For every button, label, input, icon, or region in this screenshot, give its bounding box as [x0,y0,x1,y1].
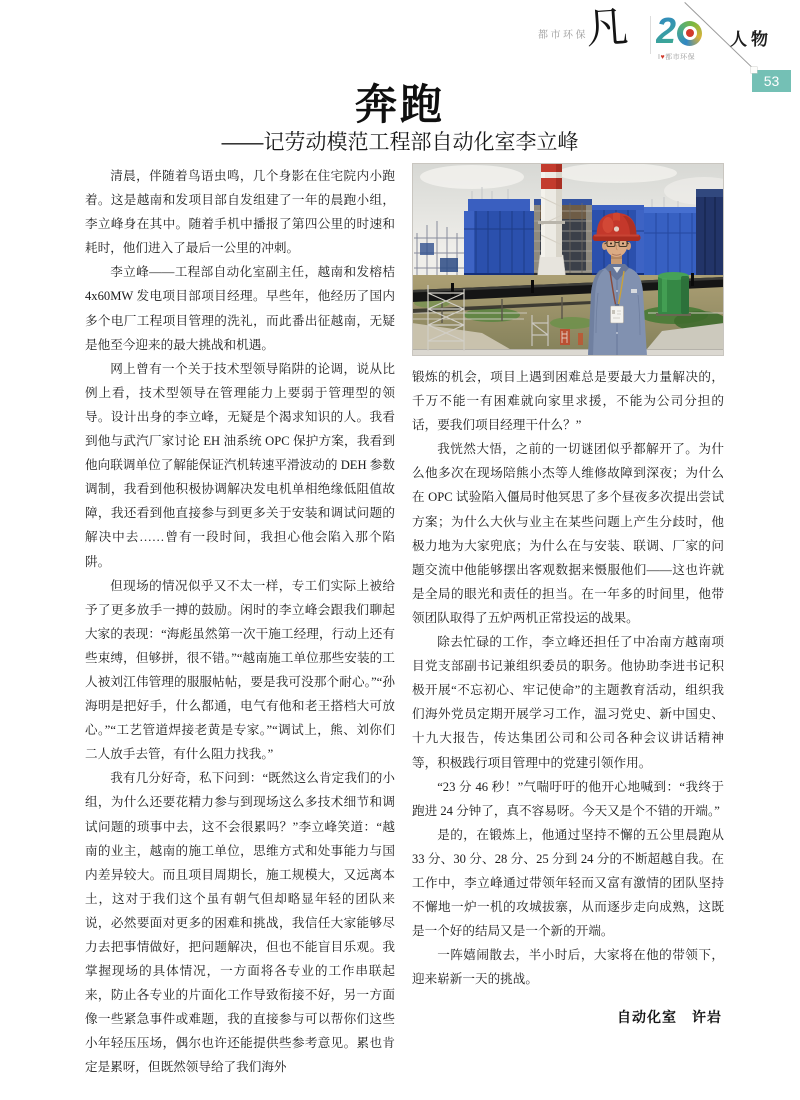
paragraph-left-1: 清晨，伴随着鸟语虫鸣，几个身影在住宅院内小跑着。这是越南和发项目部自发组建了一年的晨跑小组，李立峰身在其中。随着手机中播报了第四公里的时速和耗时，他们进入了最后一公里的冲刺。 [85,169,395,256]
paragraph-left-4: 但现场的情况似乎又不太一样，专工们实际上被给予了更多放手一搏的鼓励。闲时的李立峰会跟我们聊起大家的表现：“海彪虽然第一次干施工经理，行动上还有些束缚，但够拼，很不错。”“越南施工单位那些安装的工人被刘江伟管理的服服帖帖，要是我可没那个耐心。”“孙海明是把好手，什么都通，电气有他和老王搭档大可放心。”“工艺管道焊接老黄是专家。”“调试上，熊、刘你们二人放手去管，有什么阻力找我。” [85,578,395,762]
power-plant-photo [412,163,724,356]
paragraph-right-2: 我恍然大悟，之前的一切谜团似乎都解开了。为什么他多次在现场陪熊小杰等人维修故障到深夜；为什么在 OPC 试验陷入僵局时他冥思了多个昼夜多次提出尝试方案；为什么大伙与业主在某些问题上产生分歧时，他极力地为大家兜底；为什么在与安装、联调、厂家的问题交流中他能够摆出客观数据来慑服他们——这也许就是全局的眼光和责任的担当。在一年多的时间里，他带领团队取得了五炉两机正常投运的战果。 [412,442,724,625]
right-column [412,163,724,1027]
magazine-brand-name: 都市环保 [538,30,588,41]
paragraph-right-3: 除去忙碌的工作，李立峰还担任了中冶南方越南项目党支部副书记兼组织委员的职务。他协助李进书记积极开展“不忘初心、牢记使命”的主题教育活动，组织我们海外党员定期开展学习工作，温习党史、新中国史、十九大报告，传达集团公司和公司各种会议讲话精神等，积极践行项目管理中的党建引领作用。 [412,635,724,770]
page-number-tab: 53 [752,70,791,92]
brand-calligraphy-glyph: 凡 [584,1,630,54]
paragraph-left-5: 我有几分好奇，私下问到：“既然这么肯定我们的小组，为什么还要花精力参与到现场这么多技术细节和调试问题的琐事中去，这不会很累吗？”李立峰笑道：“越南的业主，越南的施工单位，思维方式和处事能力与国内差异较大。而且项目周期长，施工规模大，又远离本土，这对于我们这个虽有朝气但却略显年轻的团队来说，必然要面对更多的困难和挑战，我信任大家能够尽力去把事情做好，把问题解决，但也不能盲目乐观。我掌握现场的具体情况，一方面将各专业的工作串联起来，防止各专业的片面化工作导致衔接不好，另一方面像一些紧急事件或难题，我的直接参与可以帮你们这些小年轻压压场，偶尔也许还能提供些参考意见。累也肯定是累呀，但既然领导给了我们海外 [85,771,395,1075]
anniversary-digit: 2 [656,10,677,51]
heart-icon: ♥ [660,54,666,61]
photo-chimney [537,163,566,280]
anniversary-ring-icon [677,21,702,46]
paragraph-right-6: 一阵嬉闹散去，半小时后，大家将在他的带领下，迎来崭新一天的挑战。 [412,948,724,987]
paragraph-left-3: 网上曾有一个关于技术型领导陷阱的论调，说从比例上看，技术型领导在管理能力上要弱于管理型的领导。设计出身的李立峰，无疑是个渴求知识的人。我看到他与武汽厂家讨论 EH 油系统 OPC 保护方案，我看到他向联调单位了解能保证汽机转速平滑波动的 DEH 参数调制，我看到他积极协调解决发电机单相绝缘低阻值故障，我还看到他直接参与到更多关于安装和调试问题的解决中去……曾有一段时间，我担心他会陷入那个陷阱。 [85,361,395,569]
left-column [85,164,395,1080]
article-title: 奔跑 [354,81,445,128]
anniversary-tagline: I♥都市环保 [658,54,696,61]
paragraph-right-1: 锻炼的机会，项目上遇到困难总是要最大力量解决的，千万不能一有困难就向家里求援，不能为公司分担的话，要我们项目经理干什么？” [412,370,724,433]
profile-photo [412,163,724,356]
photo-green-tank [656,272,691,316]
header-divider [650,16,651,54]
paragraph-right-4: “23 分 46 秒！”气喘吁吁的他开心地喊到：“我终于跑进 24 分钟了，真不容易呀。今天又是个不错的开端。” [412,779,724,818]
anniversary-20-logo [656,10,702,51]
paragraph-left-2: 李立峰——工程部自动化室副主任，越南和发榕桔 4x60MW 发电项目部项目经理。早些年，他经历了国内多个电厂工程项目管理的洗礼，而此番出征越南，无疑是他至今迎来的最大挑战和机遇。 [85,265,395,352]
paragraph-right-5: 是的，在锻炼上，他通过坚持不懈的五公里晨跑从 33 分、30 分、28 分、25 分到 24 分的不断超越自我。在工作中，李立峰通过带领年轻而又富有激情的团队坚持不懈地一炉一机的攻城拔寨，从而逐步走向成熟，这既是一个好的结局又是一个新的开端。 [412,827,724,939]
section-label: 人物 [730,30,772,49]
byline: 自动化室 许岩 [617,1009,722,1026]
article-subtitle: ——记劳动模范工程部自动化室李立峰 [221,131,579,154]
